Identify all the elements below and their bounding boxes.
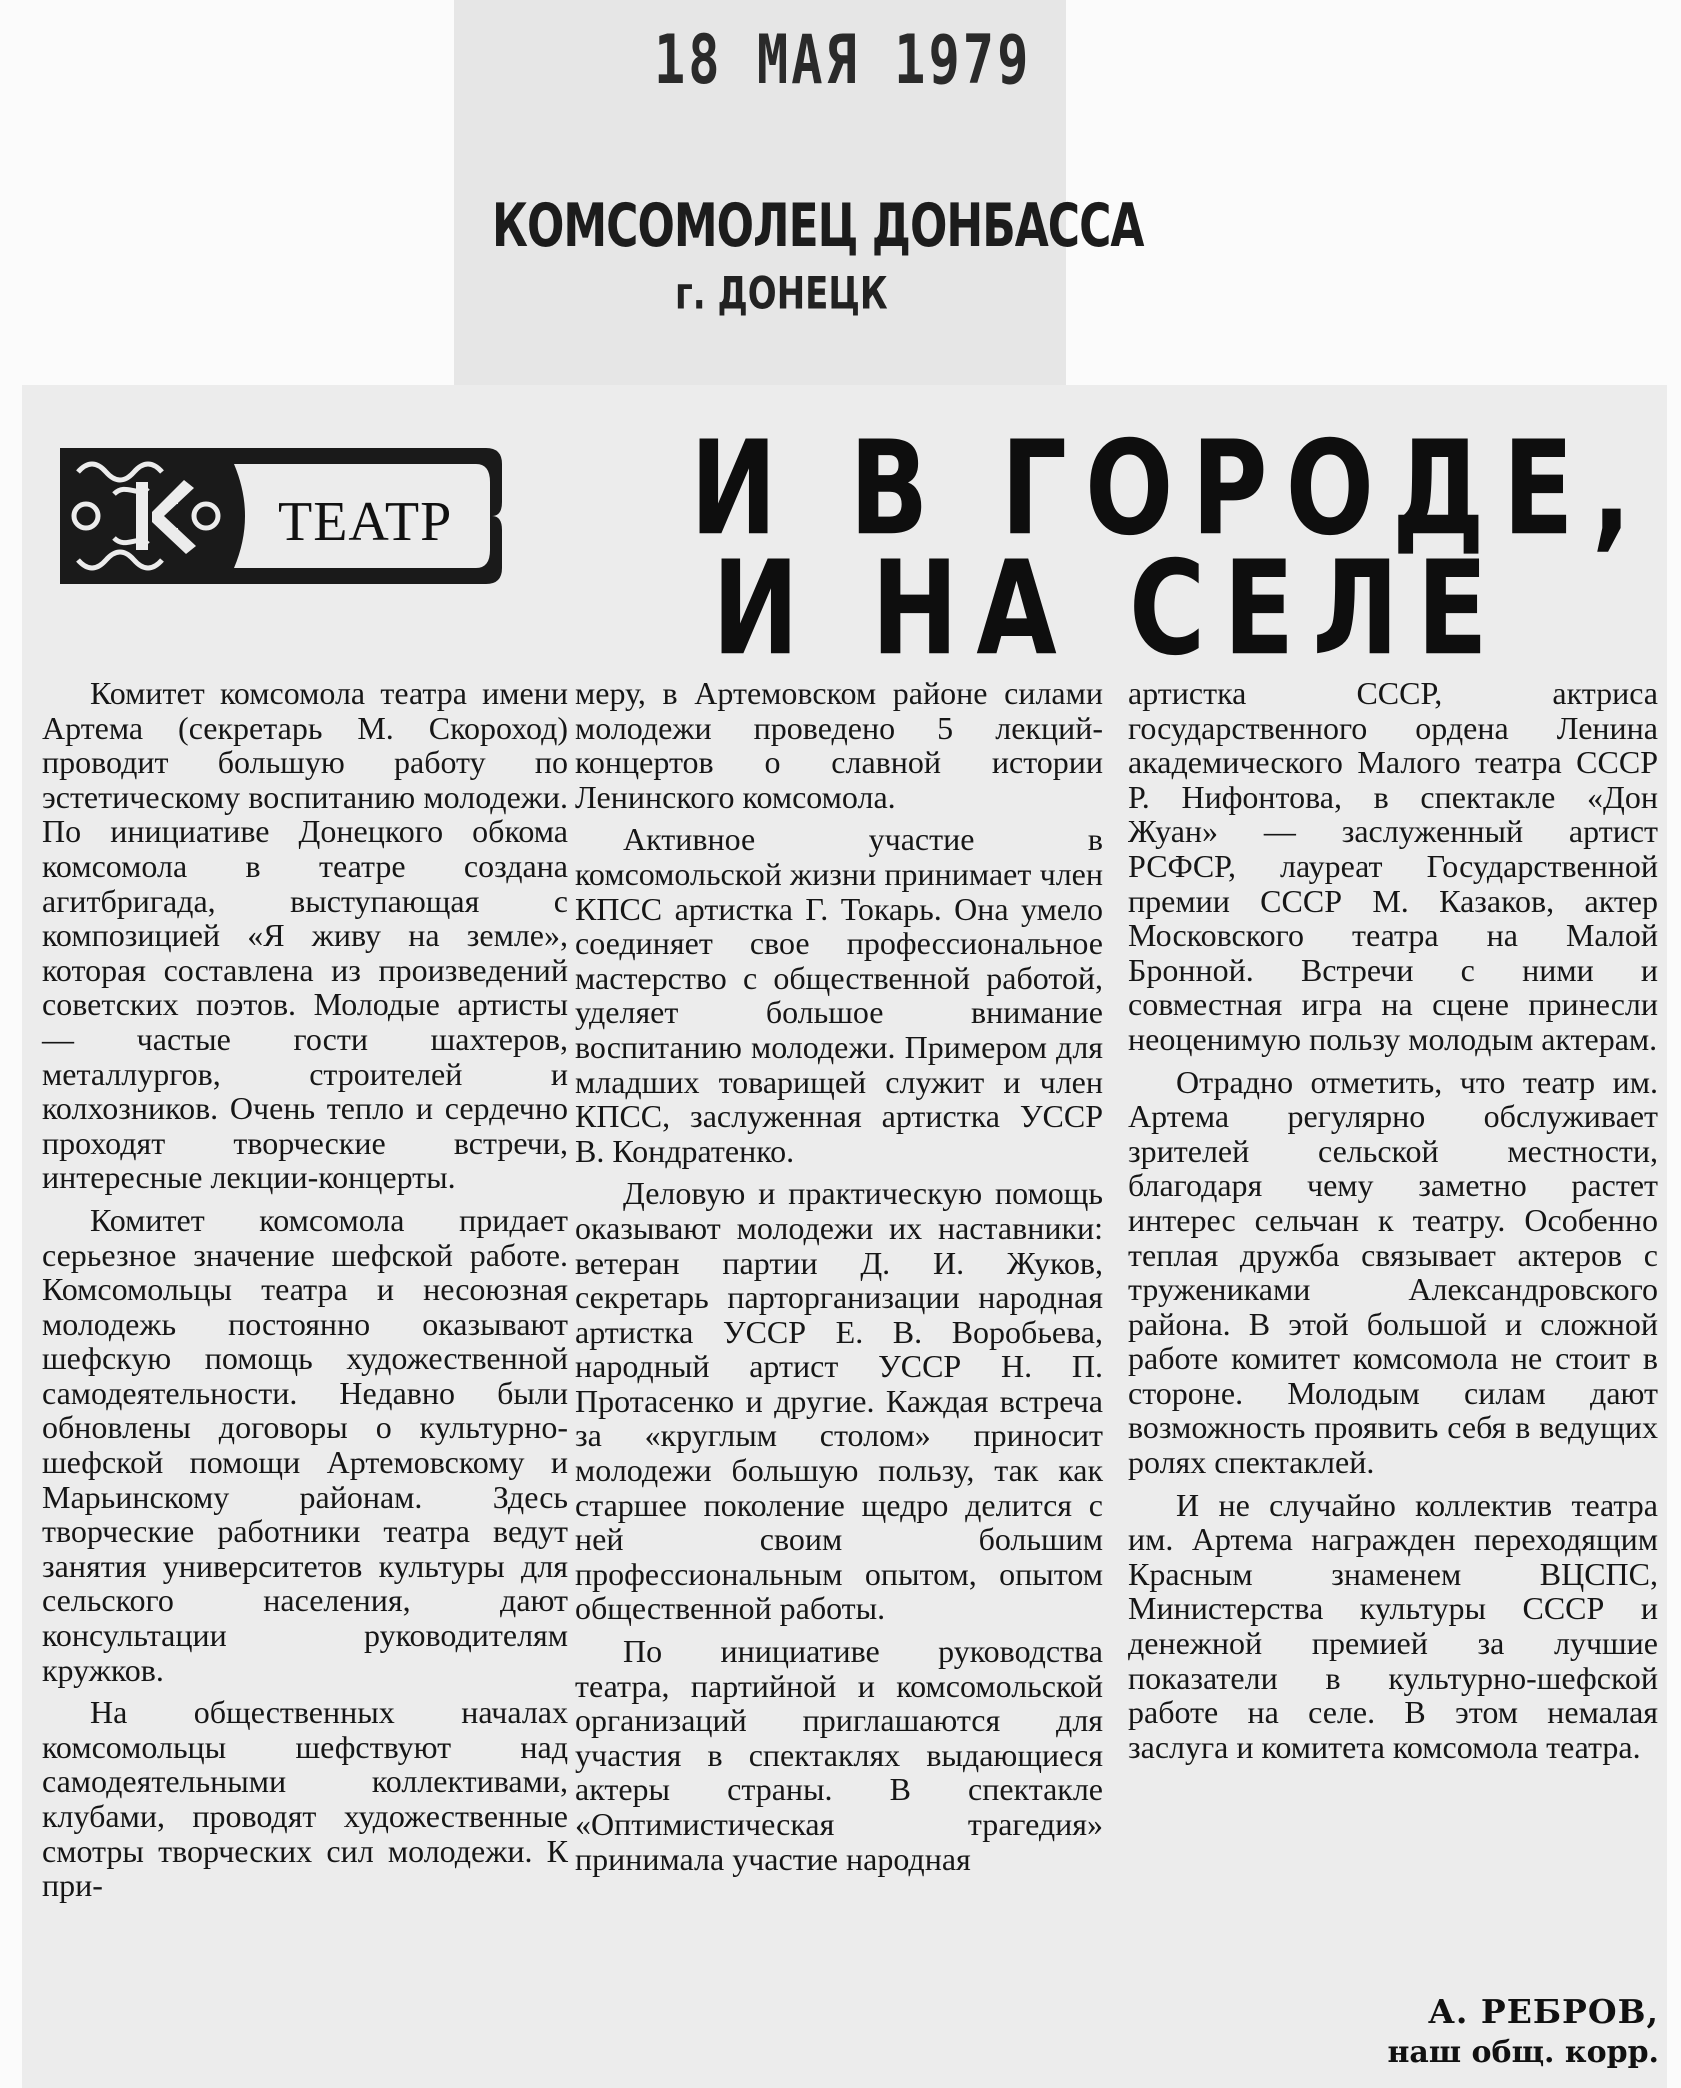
stamp-newspaper-name: КОМСОМОЛЕЦ ДОНБАССА <box>492 192 1144 261</box>
article-paragraph: Комитет комсомола театра имени Артема (секретарь М. Скороход) проводит большую работу по эстетическому воспитанию молодежи. По инициативе Донецкого обкома комсомола в театре создана агитбригада, выступающая с композицией «Я живу на земле», которая составлена из произведений советских поэтов. Молодые артисты — частые гости шахтеров, металлургов, строителей и колхозников. Очень тепло и сердечно проходят творческие встречи, интересные лекции-концерты. <box>42 675 568 1196</box>
stamp-city: г. ДОНЕЦК <box>675 268 888 320</box>
article-paragraph: меру, в Артемовском районе силами молодежи проведено 5 лекций-концертов о славной истории Ленинского комсомола. <box>575 675 1103 815</box>
article-column-3 <box>1128 676 1658 1772</box>
byline <box>1387 1992 1659 2070</box>
headline-line-2: И НА СЕЛЕ <box>712 532 1506 685</box>
article-paragraph: Комитет комсомола придает серьезное значение шефской работе. Комсомольцы театра и несоюзная молодежь постоянно оказывают шефскую помощь художественной самодеятельности. Недавно были обновлены договоры о культурно-шефской помощи Артемовскому и Марьинскому районам. Здесь творческие работники театра ведут занятия университетов культуры для сельского населения, дают консультации руководителям кружков. <box>42 1201 568 1688</box>
article-column-1 <box>42 676 568 1911</box>
author-role: наш общ. корр. <box>1387 2035 1659 2070</box>
article-paragraph: И не случайно коллектив театра им. Артема награжден переходящим Красным знаменем ВЦСПС, Министерства культуры СССР и денежной премией за лучшие показатели в культурно-шефской работе на селе. В этом немалая заслуга и комитета комсомола театра. <box>1128 1486 1658 1765</box>
headline-line-1: И В ГОРОДЕ, <box>690 412 1650 565</box>
article-paragraph: Деловую и практическую помощь оказывают молодежи их наставники: ветеран партии Д. И. Жуков, секретарь парторганизации народная артистка УССР Е. В. Воробьева, народный артист УССР Н. П. Протасенко и другие. Каждая встреча за «круглым столом» приносит молодежи большую пользу, так как старшее поколение щедро делится с ней своим большим профессиональным опытом, опытом общественной работы. <box>575 1175 1103 1627</box>
rubric-label: ТЕАТР <box>278 491 453 553</box>
author-name: А. РЕБРОВ, <box>1428 1992 1659 2031</box>
article-paragraph: По инициативе руководства театра, партийной и комсомольской организаций приглашаются для участия в спектаклях выдающиеся актеры страны. В спектакле «Оптимистическая трагедия» принимала участие народная <box>575 1633 1103 1877</box>
rubric-badge <box>56 442 506 590</box>
stamp-date: 18 МАЯ 1979 <box>654 22 1032 100</box>
article-paragraph: артистка СССР, актриса государственного ордена Ленина академического Малого театра СССР Р. Нифонтова, в спектакле «Дон Жуан» — заслуженный артист РСФСР, лауреат Государственной премии СССР М. Казаков, актер Московского театра на Малой Бронной. Встречи с ними и совместная игра на сцене принесли неоценимую пользу молодым актерам. <box>1128 675 1658 1057</box>
article-paragraph: Отрадно отметить, что театр им. Артема регулярно обслуживает зрителей сельской местности, благодаря чему заметно растет интерес сельчан к театру. Особенно теплая дружба связывает актеров с тружениками Александровского района. В этой большой и сложной работе комитет комсомола не стоит в стороне. Молодым силам дают возможность проявить себя в ведущих ролях спектаклей. <box>1128 1063 1658 1481</box>
article-column-2 <box>575 676 1103 1884</box>
article-paragraph: На общественных началах комсомольцы шефствуют над самодеятельными коллективами, клубами, проводят художественные смотры творческих сил молодежи. К при- <box>42 1694 568 1904</box>
article-paragraph: Активное участие в комсомольской жизни принимает член КПСС артистка Г. Токарь. Она умело соединяет свое профессиональное мастерство с общественной работой, уделяет большое внимание воспитанию молодежи. Примером для младших товарищей служит и член КПСС, заслуженная артистка УССР В. Кондратенко. <box>575 821 1103 1169</box>
